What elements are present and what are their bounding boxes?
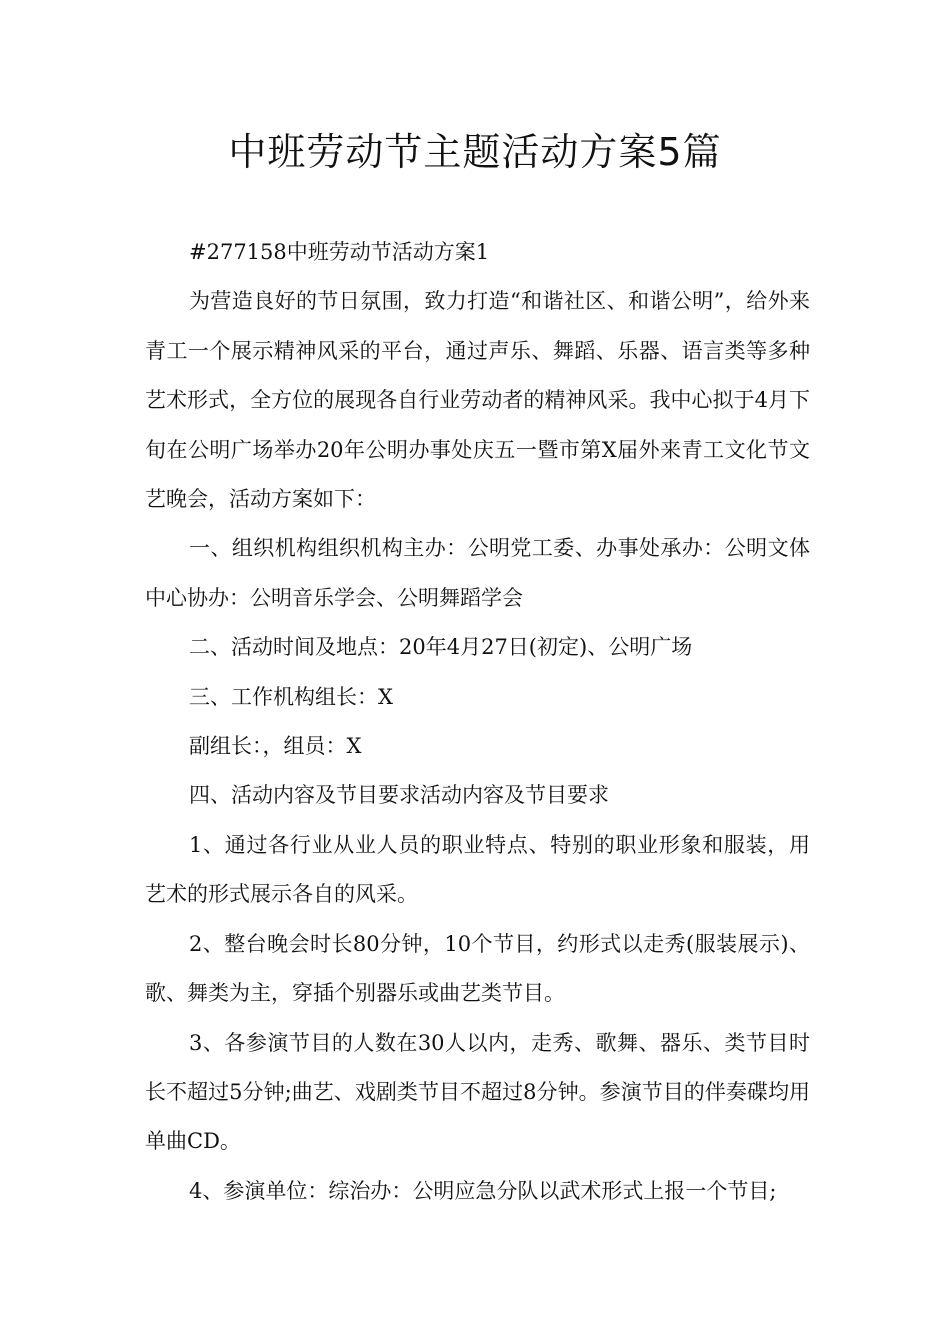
document-body [145,228,810,1216]
deputy-paragraph: 副组长：，组员：X [189,734,362,759]
content-requirements-heading: 四、活动内容及节目要求活动内容及节目要求 [189,783,609,808]
document-title: 中班劳动节主题活动方案5篇 [228,130,722,174]
intro-paragraph: 为营造良好的节日氛围，致力打造“和谐社区、和谐公明”，给外来青工一个展示精神风采的平台，通过声乐、舞蹈、乐器、语言类等多种艺术形式，全方位的展现各自行业劳动者的精神风采。我中心拟于4月下旬在公明广场举办20年公明办事处庆五一暨市第X届外来青工文化节文艺晚会，活动方案如下： [145,289,810,512]
requirement-item-3: 3、各参演节目的人数在30人以内，走秀、歌舞、器乐、类节目时长不超过5分钟;曲艺、戏剧类节目不超过8分钟。参演节目的伴奏碟均用单曲CD。 [145,1030,810,1154]
section-heading: #277158中班劳动节活动方案1 [189,240,490,264]
requirement-item-2: 2、整台晚会时长80分钟，10个节目，约形式以走秀(服装展示)、歌、舞类为主，穿插个别器乐或曲艺类节目。 [145,931,810,1006]
requirement-item-4: 4、参演单位：综治办：公明应急分队以武术形式上报一个节目; [189,1178,777,1203]
organization-paragraph: 一、组织机构组织机构主办：公明党工委、办事处承办：公明文体中心协办：公明音乐学会、公明舞蹈学会 [145,536,810,610]
requirement-item-1: 1、通过各行业从业人员的职业特点、特别的职业形象和服装，用艺术的形式展示各自的风采。 [145,832,810,907]
work-structure-paragraph: 三、工作机构组长：X [189,684,393,709]
time-location-paragraph: 二、活动时间及地点：20年4月27日(初定)、公明广场 [189,635,693,660]
